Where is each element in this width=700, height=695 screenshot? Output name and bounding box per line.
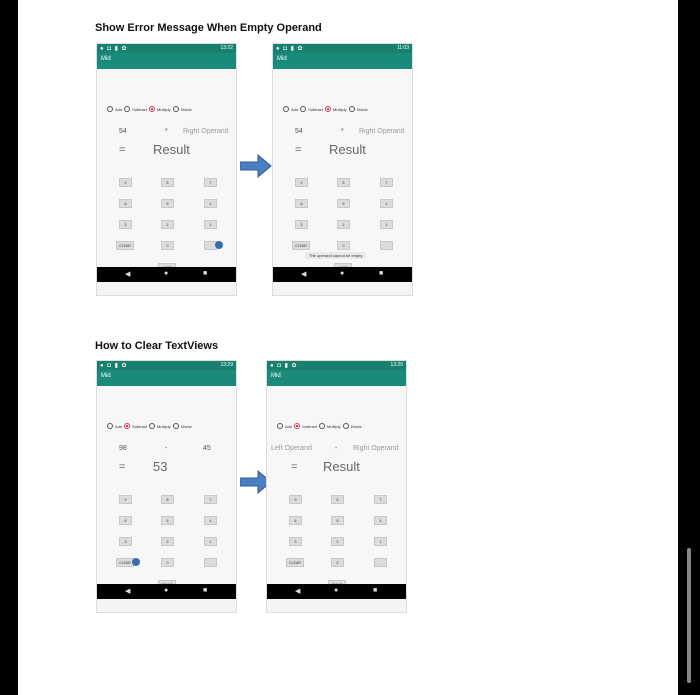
right-operand: 45 [203,445,211,452]
app-bar: Mid [97,53,236,69]
section-title-clear: How to Clear TextViews [95,340,219,352]
app-bar: Mid [267,370,406,386]
recent-icon[interactable]: ■ [373,587,378,594]
app-bar: Mid [273,53,412,69]
nav-bar [267,584,406,599]
result-text: Result [329,142,366,157]
result-text: Result [153,142,190,157]
operator: * [341,128,344,135]
clear-button[interactable]: CLEAR [292,241,310,250]
home-icon[interactable]: ● [334,587,339,594]
operation-radios[interactable]: Add Subtract Multiply Divide [107,106,192,112]
scrollbar[interactable] [687,548,691,683]
result-text: 53 [153,459,168,474]
nav-bar [97,584,236,599]
operation-radios[interactable]: Add Subtract Multiply Divide [283,106,368,112]
section-title-error: Show Error Message When Empty Operand [95,22,322,34]
left-operand: Left Operand [271,445,312,452]
right-operand: Right Operand [353,445,399,452]
arrow-right-icon [240,154,272,178]
right-operand: Right Operand [359,128,405,135]
left-operand: 98 [119,445,127,452]
right-operand: Right Operand [183,128,229,135]
left-operand: 54 [119,128,127,135]
phone-screenshot-3: ● ◘ ▮ ✿ 13:29 Mid Add Subtract Multiply Divide 98 - 45 = 53 9 8 7 6 5 4 3 2 1 CLEAR 0 . ◀ ● ■ [96,360,237,613]
app-bar: Mid [97,370,236,386]
clear-button[interactable]: CLEAR [116,241,134,250]
phone-screenshot-2: ● ◘ ▮ ✿ 11:03 Mid Add Subtract Multiply Divide 54 * Right Operand = Result 9 8 7 6 5 4 3 2 1 CLEAR 0 . The operand cannot be empty ◀ ● ■ [272,43,413,296]
operator: * [165,128,168,135]
clear-button[interactable]: CLEAR [286,558,304,567]
result-text: Result [323,459,360,474]
touch-indicator [215,241,223,249]
home-icon[interactable]: ● [340,270,345,277]
operator: - [335,445,338,452]
back-icon[interactable]: ◀ [125,271,131,278]
back-icon[interactable]: ◀ [295,588,301,595]
home-icon[interactable]: ● [164,270,169,277]
operator: - [165,445,168,452]
clear-button[interactable]: CLEAR [116,558,134,567]
back-icon[interactable]: ◀ [301,271,307,278]
left-operand: 54 [295,128,303,135]
phone-screenshot-4: ● ◘ ▮ ✿ 13:26 Mid Add Subtract Multiply Divide Left Operand - Right Operand = Result 9 8 7 6 5 4 3 2 1 CLEAR 0 . ◀ ● ■ [266,360,407,613]
nav-bar [97,267,236,282]
operation-radios[interactable]: Add Subtract Multiply Divide [277,423,362,429]
document-page [18,0,678,695]
home-icon[interactable]: ● [164,587,169,594]
error-toast: The operand cannot be empty [305,252,366,259]
recent-icon[interactable]: ■ [203,270,208,277]
operation-radios[interactable]: Add Subtract Multiply Divide [107,423,192,429]
back-icon[interactable]: ◀ [125,588,131,595]
touch-indicator [132,558,140,566]
recent-icon[interactable]: ■ [379,270,384,277]
recent-icon[interactable]: ■ [203,587,208,594]
nav-bar [273,267,412,282]
phone-screenshot-1: ● ◘ ▮ ✿ 13:22 Mid Add Subtract Multiply Divide 54 * Right Operand = Result 9 8 7 6 5 4 3 2 1 CLEAR 0 . ◀ ● ■ [96,43,237,296]
